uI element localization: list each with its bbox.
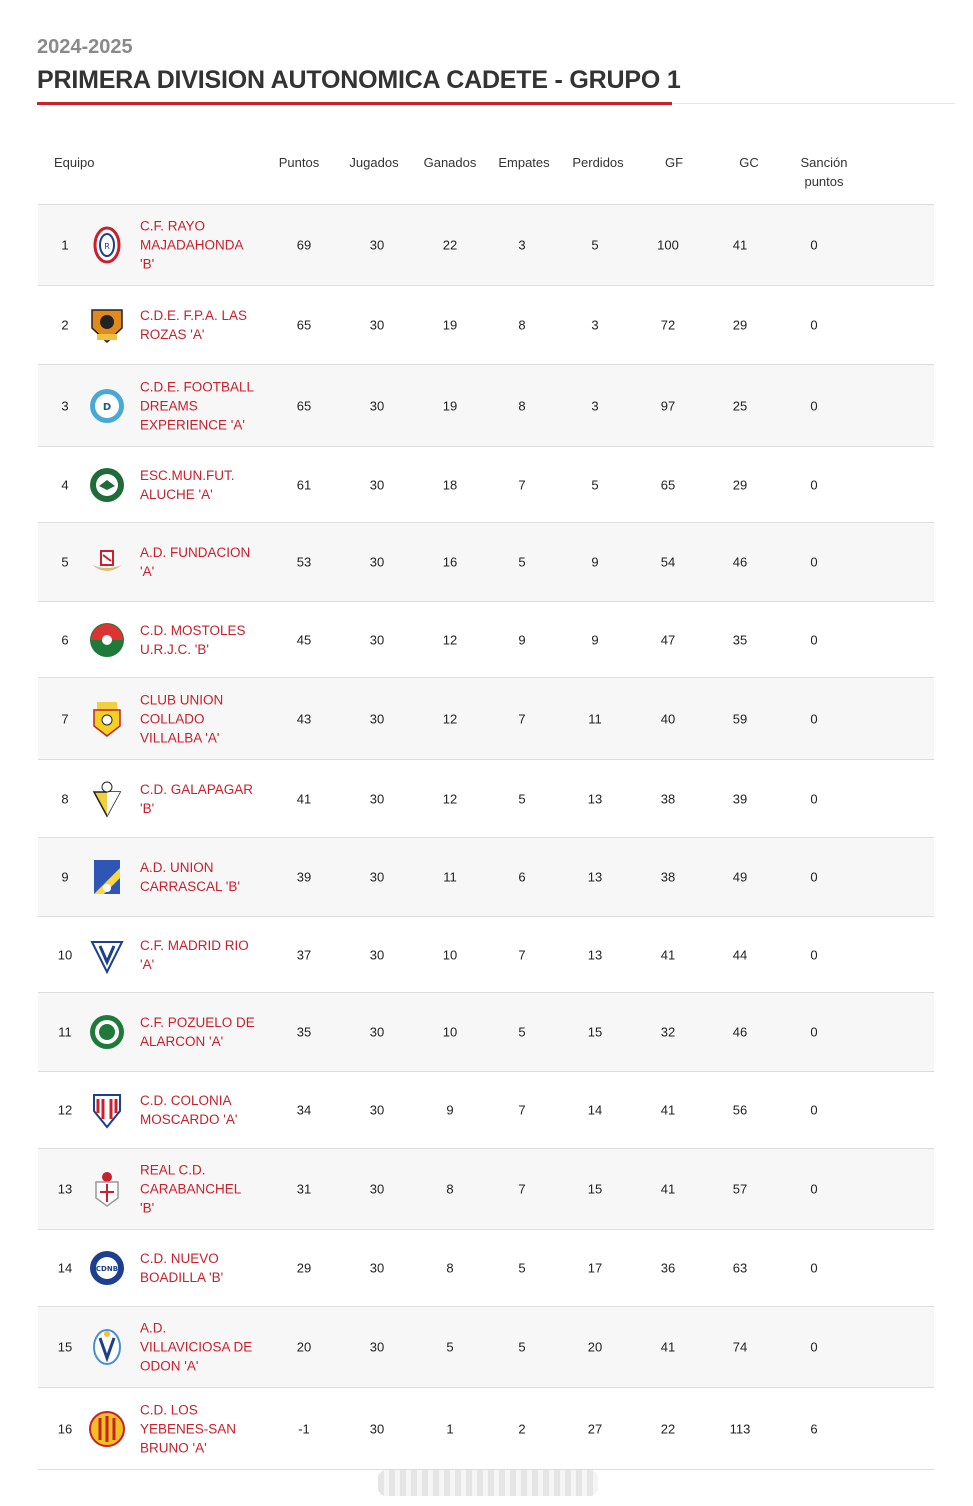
goals-for-cell: 38 [660, 791, 676, 806]
position-cell: 8 [61, 791, 69, 806]
team-name-link[interactable] [140, 1400, 260, 1457]
carrascal-logo [88, 858, 126, 896]
sanction-cell: 0 [810, 1102, 818, 1118]
goals-for-cell: 97 [660, 398, 676, 413]
team-name-line: REAL C.D. [140, 1162, 206, 1178]
sanction-cell: 0 [810, 398, 818, 413]
won-cell: 10 [442, 947, 458, 962]
table-row [38, 678, 934, 760]
position-cell: 6 [61, 632, 69, 647]
collado-villalba-logo [88, 700, 126, 738]
table-row [38, 760, 934, 838]
svg-text:CDNB: CDNB [95, 1265, 119, 1273]
table-row [38, 1230, 934, 1307]
sanction-cell: 0 [810, 237, 818, 253]
goals-against-cell: 39 [732, 791, 748, 806]
goals-against-cell: 74 [732, 1339, 748, 1355]
col-lost: Perdidos [572, 155, 624, 170]
lost-cell: 15 [587, 1024, 603, 1040]
drawn-cell: 3 [518, 237, 526, 253]
team-name-line: COLLADO [140, 711, 205, 726]
played-cell: 30 [369, 947, 385, 962]
won-cell: 12 [442, 791, 458, 806]
rayo-majadahonda-logo [88, 226, 126, 264]
drawn-cell: 8 [518, 398, 526, 413]
col-sanction-line1: Sanción [800, 155, 848, 170]
drawn-cell: 2 [518, 1421, 526, 1436]
col-sanction-line2: puntos [804, 174, 844, 189]
won-cell: 5 [446, 1339, 454, 1355]
points-cell: 35 [296, 1024, 312, 1040]
position-cell: 16 [57, 1421, 73, 1436]
position-cell: 9 [61, 869, 69, 885]
team-name-line: ALUCHE 'A' [140, 486, 213, 502]
goals-for-cell: 38 [660, 869, 676, 885]
drawn-cell: 5 [518, 1339, 526, 1355]
won-cell: 1 [446, 1421, 454, 1436]
lost-cell: 9 [591, 554, 599, 570]
goals-for-cell: 100 [657, 237, 679, 253]
lost-cell: 27 [587, 1421, 603, 1436]
points-cell: 45 [296, 632, 312, 647]
position-cell: 7 [61, 711, 69, 726]
team-name-link[interactable] [140, 936, 260, 974]
goals-for-cell: 41 [660, 1181, 676, 1197]
sanction-cell: 0 [810, 632, 818, 647]
goals-against-cell: 49 [732, 869, 748, 885]
team-name-line: BOADILLA 'B' [140, 1270, 224, 1285]
team-name-line: DREAMS [140, 398, 198, 413]
goals-for-cell: 22 [660, 1421, 676, 1436]
sanction-cell: 0 [810, 791, 818, 806]
position-cell: 5 [61, 554, 69, 570]
yebenes-logo [88, 1410, 126, 1448]
col-sanction [790, 153, 858, 191]
table-row [38, 447, 934, 523]
won-cell: 12 [442, 711, 458, 726]
goals-against-cell: 44 [732, 947, 748, 962]
aluche-logo [88, 466, 126, 504]
team-name-link[interactable] [140, 217, 260, 274]
title-accent-underline [37, 102, 672, 105]
team-name-line: C.D.E. F.P.A. LAS [140, 308, 248, 323]
goals-against-cell: 35 [732, 632, 748, 647]
played-cell: 30 [369, 869, 385, 885]
sanction-cell: 0 [810, 947, 818, 962]
goals-for-cell: 65 [660, 477, 676, 492]
team-name-line: C.D. NUEVO [140, 1251, 219, 1266]
played-cell: 30 [369, 1260, 385, 1276]
played-cell: 30 [369, 1339, 385, 1355]
sanction-cell: 0 [810, 1339, 818, 1355]
sanction-cell: 0 [810, 711, 818, 726]
team-name-link[interactable] [140, 377, 260, 434]
lost-cell: 13 [587, 791, 603, 806]
table-row [38, 205, 934, 286]
points-cell: 61 [296, 477, 312, 492]
team-name-link[interactable] [140, 690, 260, 747]
position-cell: 10 [57, 947, 73, 962]
drawn-cell: 5 [518, 554, 526, 570]
table-row [38, 917, 934, 993]
mostoles-logo [88, 621, 126, 659]
colonia-moscardo-logo [88, 1091, 126, 1129]
team-name-line: 'B' [140, 256, 155, 272]
goals-against-cell: 29 [732, 317, 748, 333]
position-cell: 12 [57, 1102, 73, 1118]
team-name-line: 'B' [140, 800, 155, 816]
goals-against-cell: 59 [732, 711, 748, 726]
lost-cell: 13 [587, 947, 603, 962]
won-cell: 19 [442, 317, 458, 333]
lost-cell: 17 [587, 1260, 603, 1276]
team-name-line: YEBENES-SAN [140, 1421, 237, 1436]
season-label: 2024-2025 [37, 36, 133, 58]
lost-cell: 20 [587, 1339, 603, 1355]
table-row [38, 602, 934, 678]
goals-for-cell: 40 [660, 711, 676, 726]
goals-for-cell: 36 [660, 1260, 676, 1276]
col-drawn: Empates [498, 155, 550, 170]
points-cell: 41 [296, 791, 312, 806]
team-name-link[interactable] [140, 1319, 260, 1376]
won-cell: 12 [442, 632, 458, 647]
drawn-cell: 7 [518, 711, 526, 726]
played-cell: 30 [369, 1181, 385, 1197]
goals-for-cell: 32 [660, 1024, 676, 1040]
position-cell: 1 [61, 237, 69, 253]
page-title: PRIMERA DIVISION AUTONOMICA CADETE - GRUPO 1 [37, 66, 681, 94]
team-name-link[interactable] [140, 1013, 260, 1051]
won-cell: 19 [442, 398, 458, 413]
team-name-link[interactable] [140, 1091, 260, 1129]
svg-text:D: D [102, 401, 112, 413]
team-name-link[interactable] [140, 466, 260, 504]
played-cell: 30 [369, 711, 385, 726]
team-name-line: ALARCON 'A' [140, 1034, 224, 1049]
played-cell: 30 [369, 237, 385, 253]
won-cell: 11 [443, 869, 457, 885]
position-cell: 4 [61, 477, 69, 492]
won-cell: 18 [442, 477, 458, 492]
drawn-cell: 7 [518, 1181, 526, 1197]
played-cell: 30 [369, 632, 385, 647]
lost-cell: 11 [588, 711, 602, 726]
lost-cell: 3 [591, 398, 599, 413]
won-cell: 22 [442, 237, 458, 253]
goals-against-cell: 63 [732, 1260, 748, 1276]
col-won: Ganados [423, 155, 477, 170]
svg-text:R: R [104, 242, 110, 251]
sanction-cell: 0 [810, 1181, 818, 1197]
col-points: Puntos [278, 155, 320, 170]
team-name-link[interactable] [140, 780, 260, 818]
table-row [38, 1149, 934, 1230]
table-row [38, 993, 934, 1072]
team-name-line: BRUNO 'A' [140, 1440, 207, 1455]
sanction-cell: 6 [810, 1421, 818, 1436]
sanction-cell: 0 [810, 317, 818, 333]
col-gc: GC [739, 155, 759, 170]
team-name-line: 'A' [140, 564, 155, 579]
sanction-cell: 0 [810, 477, 818, 492]
lost-cell: 5 [591, 237, 599, 253]
team-name-link[interactable] [140, 858, 260, 896]
team-name-line: A.D. [140, 1320, 167, 1336]
team-name-line: VILLAVICIOSA DE [140, 1339, 253, 1355]
team-name-line: 'B' [140, 1200, 155, 1216]
played-cell: 30 [369, 791, 385, 806]
table-header [38, 130, 934, 205]
col-gf: GF [664, 155, 684, 170]
played-cell: 30 [369, 398, 385, 413]
team-name-line: C.D. GALAPAGAR [140, 781, 254, 797]
points-cell: 37 [296, 947, 312, 962]
lost-cell: 13 [587, 869, 603, 885]
played-cell: 30 [369, 554, 385, 570]
team-name-line: CLUB UNION [140, 692, 224, 707]
points-cell: 43 [296, 711, 312, 726]
team-name-link[interactable] [140, 306, 260, 344]
position-cell: 13 [57, 1181, 73, 1197]
won-cell: 10 [442, 1024, 458, 1040]
won-cell: 8 [446, 1181, 454, 1197]
won-cell: 9 [446, 1102, 454, 1118]
team-name-line: C.D. MOSTOLES [140, 622, 246, 638]
points-cell: 69 [296, 237, 312, 253]
position-cell: 2 [61, 317, 69, 333]
lost-cell: 5 [591, 477, 599, 492]
table-row [38, 286, 934, 365]
nuevo-boadilla-logo [88, 1249, 126, 1287]
fundacion-logo [88, 543, 126, 581]
lost-cell: 9 [591, 632, 599, 647]
points-cell: 65 [296, 317, 312, 333]
table-row [38, 1072, 934, 1149]
galapagar-logo [88, 780, 126, 818]
drawn-cell: 7 [518, 1102, 526, 1118]
football-dreams-logo [88, 387, 126, 425]
team-name-line: C.F. MADRID RIO [140, 937, 249, 953]
goals-against-cell: 57 [732, 1181, 748, 1197]
sanction-cell: 0 [810, 554, 818, 570]
table-body [38, 205, 934, 1470]
team-name-line: 'A' [140, 956, 155, 972]
team-name-line: C.F. POZUELO DE [140, 1015, 255, 1030]
col-team: Equipo [54, 155, 95, 170]
goals-for-cell: 54 [660, 554, 676, 570]
drawn-cell: 5 [518, 1260, 526, 1276]
table-row [38, 1388, 934, 1470]
team-name-line: C.D. LOS [140, 1402, 198, 1417]
goals-for-cell: 47 [660, 632, 676, 647]
points-cell: 20 [296, 1339, 312, 1355]
points-cell: 53 [296, 554, 312, 570]
fpa-las-rozas-logo [88, 306, 126, 344]
table-row [38, 365, 934, 447]
position-cell: 11 [58, 1024, 72, 1040]
team-name-line: ESC.MUN.FUT. [140, 467, 235, 483]
team-name-line: C.D. COLONIA [140, 1093, 232, 1108]
team-name-line: C.F. RAYO [140, 218, 206, 234]
team-name-line: CARABANCHEL [140, 1181, 242, 1197]
lost-cell: 3 [591, 317, 599, 333]
team-name-line: ROZAS 'A' [140, 327, 205, 342]
points-cell: 39 [296, 869, 312, 885]
drawn-cell: 7 [518, 477, 526, 492]
position-cell: 3 [61, 398, 69, 413]
goals-against-cell: 29 [732, 477, 748, 492]
sanction-cell: 0 [810, 869, 818, 885]
carabanchel-logo [88, 1170, 126, 1208]
team-name-line: CARRASCAL 'B' [140, 879, 240, 894]
won-cell: 8 [446, 1260, 454, 1276]
goals-for-cell: 41 [660, 947, 676, 962]
goals-against-cell: 113 [729, 1421, 751, 1436]
goals-against-cell: 25 [732, 398, 748, 413]
team-name-line: MAJADAHONDA [140, 237, 244, 253]
team-name-line: EXPERIENCE 'A' [140, 417, 245, 432]
team-name-line: A.D. FUNDACION [140, 545, 251, 560]
points-cell: 65 [296, 398, 312, 413]
col-played: Jugados [349, 155, 399, 170]
team-name-line: MOSCARDO 'A' [140, 1112, 238, 1127]
played-cell: 30 [369, 1024, 385, 1040]
scroll-hint-bar [378, 1470, 598, 1496]
played-cell: 30 [369, 1102, 385, 1118]
points-cell: 29 [296, 1260, 312, 1276]
villaviciosa-logo [88, 1328, 126, 1366]
goals-against-cell: 46 [732, 554, 748, 570]
drawn-cell: 8 [518, 317, 526, 333]
played-cell: 30 [369, 1421, 385, 1436]
goals-for-cell: 41 [660, 1339, 676, 1355]
team-name-line: A.D. UNION [140, 860, 214, 875]
sanction-cell: 0 [810, 1024, 818, 1040]
table-row [38, 523, 934, 602]
team-name-line: U.R.J.C. 'B' [140, 641, 209, 657]
table-row [38, 1307, 934, 1388]
played-cell: 30 [369, 317, 385, 333]
drawn-cell: 6 [518, 869, 526, 885]
points-cell: -1 [298, 1421, 310, 1436]
sanction-cell: 0 [810, 1260, 818, 1276]
pozuelo-logo [88, 1013, 126, 1051]
lost-cell: 14 [587, 1102, 603, 1118]
madrid-rio-logo [88, 936, 126, 974]
team-name-line: ODON 'A' [140, 1358, 199, 1374]
goals-against-cell: 46 [732, 1024, 748, 1040]
goals-for-cell: 72 [660, 317, 676, 333]
drawn-cell: 9 [518, 632, 526, 647]
position-cell: 15 [57, 1339, 73, 1355]
team-name-link[interactable] [140, 543, 260, 581]
drawn-cell: 7 [518, 947, 526, 962]
drawn-cell: 5 [518, 1024, 526, 1040]
points-cell: 34 [296, 1102, 312, 1118]
won-cell: 16 [442, 554, 458, 570]
goals-for-cell: 41 [660, 1102, 676, 1118]
played-cell: 30 [369, 477, 385, 492]
lost-cell: 15 [587, 1181, 603, 1197]
table-row [38, 838, 934, 917]
standings-table [38, 130, 934, 1470]
team-name-line: VILLALBA 'A' [140, 730, 220, 745]
team-name-link[interactable] [140, 621, 260, 659]
goals-against-cell: 56 [732, 1102, 748, 1118]
points-cell: 31 [296, 1181, 312, 1197]
drawn-cell: 5 [518, 791, 526, 806]
team-name-line: C.D.E. FOOTBALL [140, 379, 255, 394]
position-cell: 14 [57, 1260, 73, 1276]
team-name-link[interactable] [140, 1161, 260, 1218]
team-name-link[interactable] [140, 1249, 260, 1287]
goals-against-cell: 41 [732, 237, 748, 253]
